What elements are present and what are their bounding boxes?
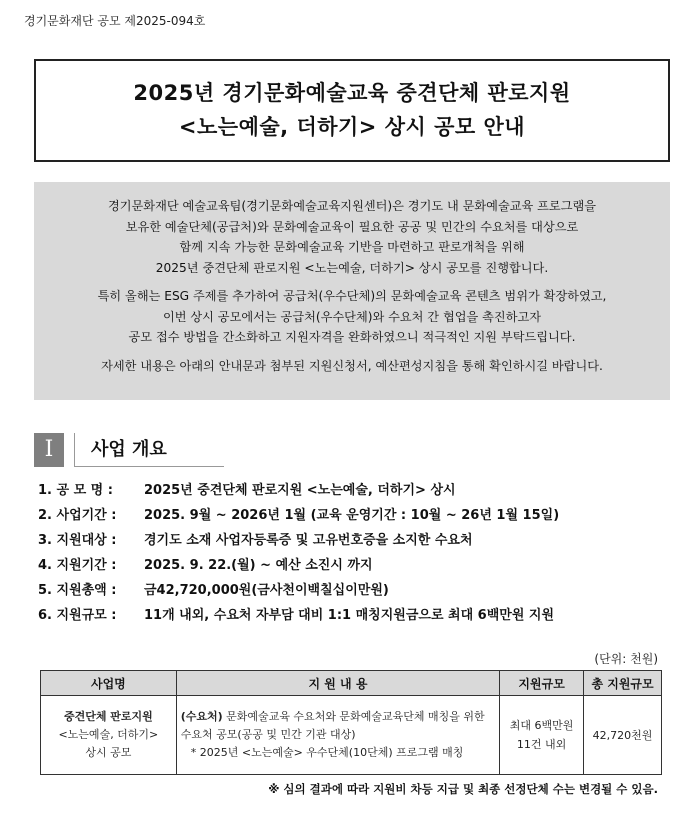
intro-paragraph-1 (34, 196, 670, 278)
content-line (181, 708, 495, 726)
intro-line: 보유한 예술단체(공급처)와 문화예술교육이 필요한 공공 및 민간의 수요처를 대상으로 (125, 219, 579, 234)
overview-value: 2025. 9. 22.(월) ~ 예산 소진시 까지 (144, 558, 373, 573)
content-text: 문화예술교육 수요처와 문화예술교육단체 매칭을 위한 (222, 710, 485, 723)
content-label: (수요처) (180, 710, 223, 723)
overview-list (38, 478, 678, 628)
table-row (41, 696, 662, 775)
business-subtitle: <노는예술, 더하기> (58, 728, 159, 741)
overview-item (38, 528, 678, 553)
overview-value: 경기도 소재 사업자등록증 및 고유번호증을 소지한 수요처 (144, 533, 473, 548)
table-footnote: ※ 심의 결과에 따라 지원비 차등 지급 및 최종 선정단체 수는 변경될 수 있음. (268, 782, 658, 796)
overview-label: 5. 지원총액 : (38, 583, 117, 598)
intro-line: 자세한 내용은 아래의 안내문과 첨부된 지원신청서, 예산편성지침을 통해 확인하시길 바랍니다. (101, 358, 603, 373)
support-table (40, 670, 662, 775)
section-title: 사업 개요 (74, 433, 224, 467)
section-heading (34, 433, 194, 467)
section-number-badge: I (34, 433, 64, 467)
business-name: 중견단체 판로지원 (63, 710, 153, 723)
overview-item (38, 478, 678, 503)
intro-line: 경기문화재단 예술교육팀(경기문화예술교육지원센터)은 경기도 내 문화예술교육 프로그램을 (107, 199, 597, 213)
intro-box (34, 182, 670, 400)
intro-line: 특히 올해는 ESG 주제를 추가하여 공급처(우수단체)의 문화예술교육 콘텐츠 범위가 확장하였고, (97, 289, 607, 303)
overview-item (38, 603, 678, 628)
title-box (34, 59, 670, 162)
document-number: 경기문화재단 공모 제2025-094호 (24, 14, 206, 28)
overview-label: 2. 사업기간 : (38, 508, 117, 523)
table-header-cell: 사업명 (41, 671, 177, 696)
overview-value: 금42,720,000원(금사천이백칠십이만원) (144, 583, 389, 598)
overview-value: 11개 내외, 수요처 자부담 대비 1:1 매칭지원금으로 최대 6백만원 지원 (144, 608, 555, 623)
intro-paragraph-2 (34, 286, 670, 348)
overview-label: 4. 지원기간 : (38, 558, 117, 573)
scale-max: 최대 6백만원 (509, 719, 574, 732)
intro-line: 함께 지속 가능한 문화예술교육 기반을 마련하고 판로개척을 위해 (179, 240, 525, 254)
table-header-cell: 총 지원규모 (584, 671, 662, 696)
overview-label: 3. 지원대상 : (38, 533, 117, 548)
intro-line: 공모 접수 방법을 간소화하고 지원자격을 완화하였으니 적극적인 지원 부탁드립니다. (128, 330, 576, 344)
overview-value: 2025. 9월 ~ 2026년 1월 (교육 운영기간 : 10월 ~ 26년 1월 15일) (144, 508, 560, 523)
overview-value: 2025년 중견단체 판로지원 <노는예술, 더하기> 상시 (144, 483, 456, 498)
table-header-cell: 지원규모 (500, 671, 584, 696)
overview-label: 6. 지원규모 : (38, 608, 117, 623)
intro-line: 2025년 중견단체 판로지원 <노는예술, 더하기> 상시 공모를 진행합니다. (155, 260, 549, 275)
overview-label: 1. 공 모 명 : (38, 483, 113, 498)
overview-item (38, 578, 678, 603)
content-line: * 2025년 <노는예술> 우수단체(10단체) 프로그램 매칭 (190, 746, 464, 759)
title-line-1: 2025년 경기문화예술교육 중견단체 판로지원 (133, 81, 571, 105)
scale-count: 11건 내외 (516, 738, 567, 751)
overview-item (38, 503, 678, 528)
business-type: 상시 공모 (85, 746, 132, 759)
title-line-2: <노는예술, 더하기> 상시 공모 안내 (178, 115, 526, 139)
support-content-cell (176, 696, 499, 775)
intro-line: 이번 상시 공모에서는 공급처(우수단체)와 수요처 간 협업을 촉진하고자 (162, 309, 542, 324)
intro-paragraph-3 (34, 356, 670, 377)
total-support-cell: 42,720천원 (584, 696, 662, 775)
content-line: 수요처 공모(공공 및 민간 기관 대상) (180, 728, 356, 741)
overview-item (38, 553, 678, 578)
support-scale-cell (500, 696, 584, 775)
unit-note: (단위: 천원) (594, 652, 658, 666)
business-name-cell (41, 696, 177, 775)
table-header-row (41, 671, 662, 696)
table-header-cell: 지 원 내 용 (176, 671, 499, 696)
